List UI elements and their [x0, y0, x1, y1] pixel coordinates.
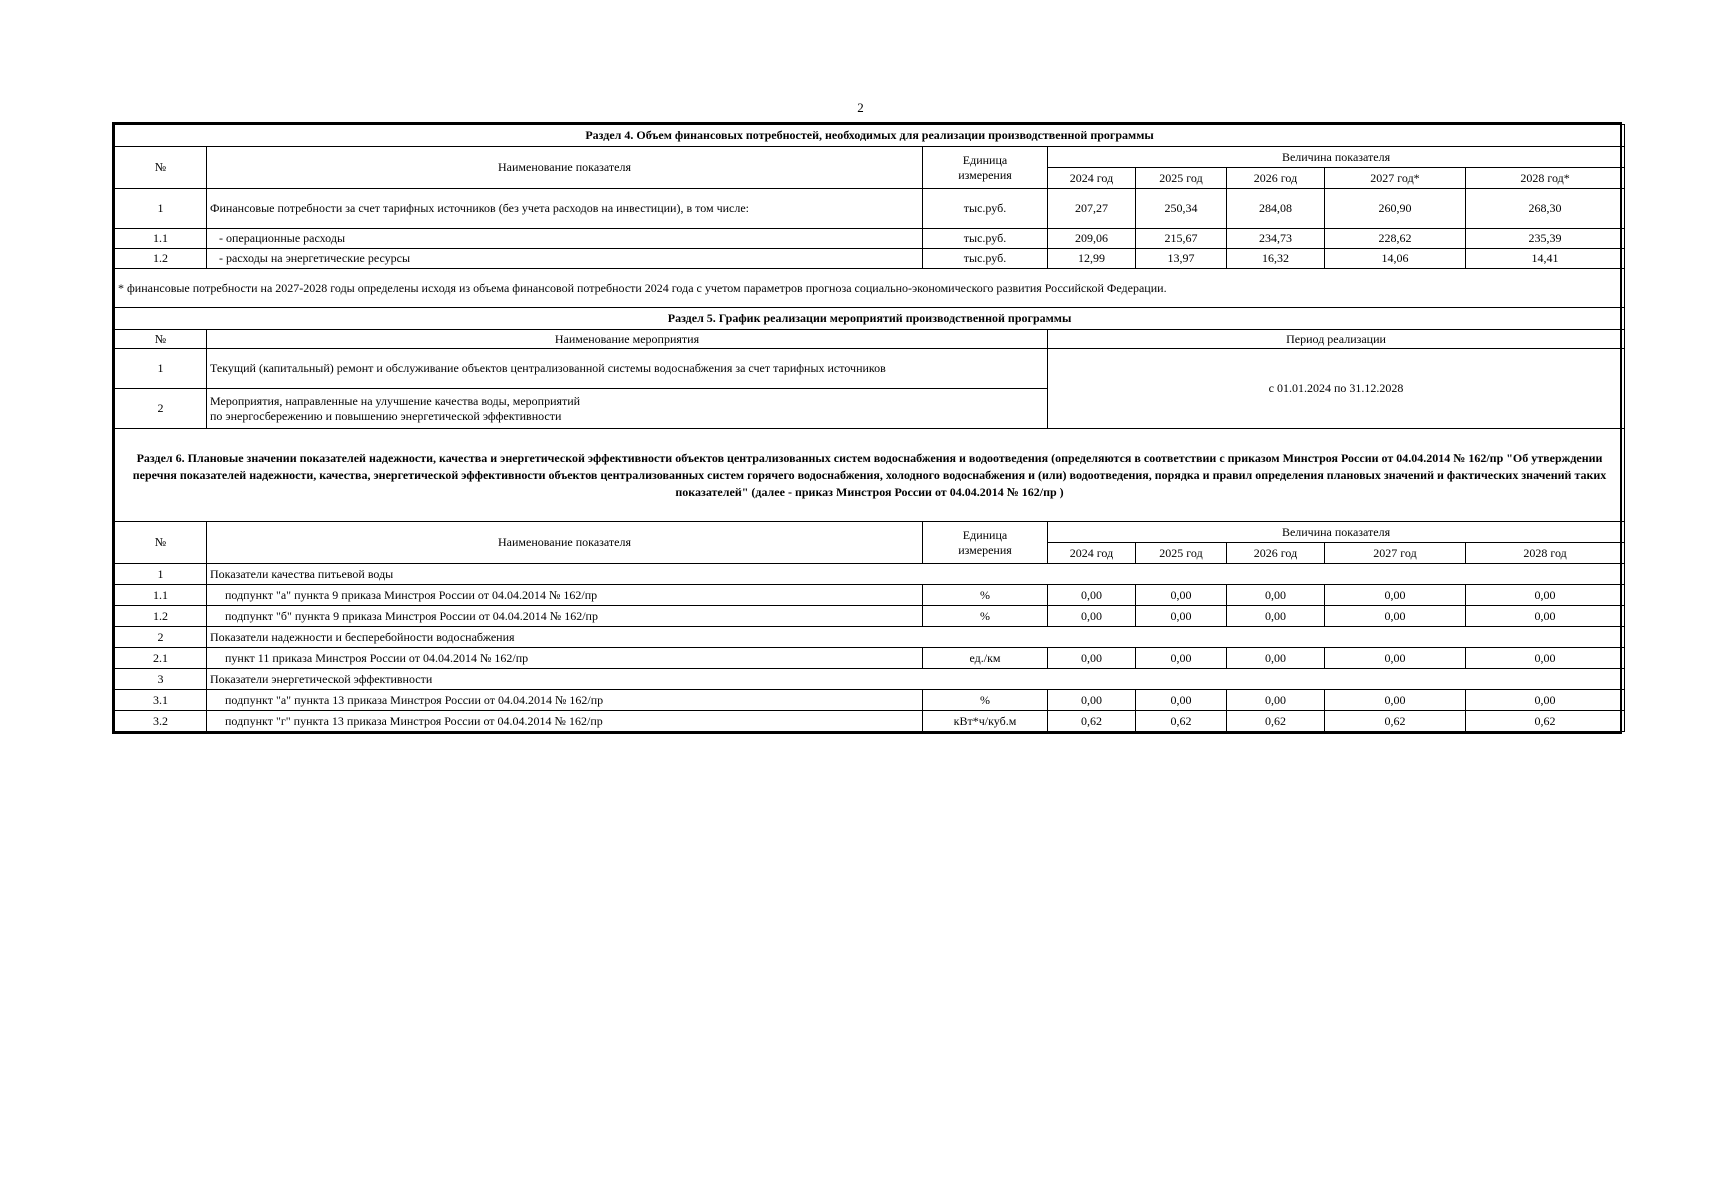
section6-col-value: Величина показателя	[1048, 522, 1625, 543]
row-value: 0,00	[1227, 690, 1325, 711]
section5-col-period: Период реализации	[1048, 330, 1625, 349]
section4-col-value: Величина показателя	[1048, 147, 1625, 168]
row-unit: ед./км	[923, 648, 1048, 669]
row-no: 2	[115, 627, 207, 648]
row-group-name: Показатели качества питьевой воды	[207, 564, 1625, 585]
section4-header-row-1	[115, 147, 1625, 168]
row-name-line2: по энергосбережению и повышению энергетической эффективности	[210, 408, 562, 423]
section5-period: с 01.01.2024 по 31.12.2028	[1048, 349, 1625, 429]
row-name: подпункт "б" пункта 9 приказа Минстроя России от 04.04.2014 № 162/пр	[207, 606, 923, 627]
row-value: 0,00	[1048, 606, 1136, 627]
row-value: 16,32	[1227, 249, 1325, 269]
row-value: 0,00	[1325, 585, 1466, 606]
table-row-group	[115, 627, 1625, 648]
section6-year: 2026 год	[1227, 543, 1325, 564]
row-name: Текущий (капитальный) ремонт и обслуживание объектов централизованной системы водоснабжения за счет тарифных источников	[207, 349, 1048, 389]
section4-year: 2028 год*	[1466, 168, 1625, 189]
table-row	[115, 189, 1625, 229]
row-value: 14,41	[1466, 249, 1625, 269]
section6-col-name: Наименование показателя	[207, 522, 923, 564]
section4-col-unit-line1: Единица	[962, 152, 1008, 167]
row-unit: тыс.руб.	[923, 229, 1048, 249]
row-name	[207, 389, 1048, 429]
row-group-name: Показатели надежности и бесперебойности водоснабжения	[207, 627, 1625, 648]
section5-col-no: №	[115, 330, 207, 349]
row-value: 235,39	[1466, 229, 1625, 249]
section4-year: 2025 год	[1136, 168, 1227, 189]
main-table	[114, 124, 1625, 732]
row-name: Финансовые потребности за счет тарифных источников (без учета расходов на инвестиции), в том числе:	[207, 189, 923, 229]
row-value: 284,08	[1227, 189, 1325, 229]
section6-header-row-1	[115, 522, 1625, 543]
table-row	[115, 229, 1625, 249]
table-row	[115, 606, 1625, 627]
row-group-name: Показатели энергетической эффективности	[207, 669, 1625, 690]
section6-col-no: №	[115, 522, 207, 564]
row-value: 0,00	[1136, 648, 1227, 669]
row-value: 13,97	[1136, 249, 1227, 269]
row-no: 1.2	[115, 606, 207, 627]
row-value: 14,06	[1325, 249, 1466, 269]
row-unit: кВт*ч/куб.м	[923, 711, 1048, 732]
section6-year: 2025 год	[1136, 543, 1227, 564]
row-value: 0,00	[1325, 648, 1466, 669]
row-name: пункт 11 приказа Минстроя России от 04.04.2014 № 162/пр	[207, 648, 923, 669]
table-row	[115, 690, 1625, 711]
row-no: 3.2	[115, 711, 207, 732]
row-value: 12,99	[1048, 249, 1136, 269]
row-no: 2	[115, 389, 207, 429]
row-value: 0,00	[1136, 690, 1227, 711]
row-no: 1	[115, 564, 207, 585]
row-no: 3	[115, 669, 207, 690]
section4-col-name: Наименование показателя	[207, 147, 923, 189]
section5-col-name: Наименование мероприятия	[207, 330, 1048, 349]
page-number: 2	[857, 100, 864, 115]
section4-title: Раздел 4. Объем финансовых потребностей, необходимых для реализации производственной программы	[115, 125, 1625, 147]
row-name: - расходы на энергетические ресурсы	[207, 249, 923, 269]
section6-col-unit	[923, 522, 1048, 564]
section6-col-unit-line1: Единица	[962, 527, 1008, 542]
row-value: 0,62	[1227, 711, 1325, 732]
row-unit: %	[923, 585, 1048, 606]
row-value: 0,00	[1048, 648, 1136, 669]
row-no: 1	[115, 349, 207, 389]
row-no: 1.1	[115, 585, 207, 606]
table-row	[115, 648, 1625, 669]
row-no: 1.1	[115, 229, 207, 249]
row-unit: тыс.руб.	[923, 189, 1048, 229]
section5-title-row	[115, 308, 1625, 330]
section6-year: 2028 год	[1466, 543, 1625, 564]
section4-col-unit-line2: измерения	[958, 167, 1012, 182]
section4-year: 2024 год	[1048, 168, 1136, 189]
row-value: 207,27	[1048, 189, 1136, 229]
row-name: подпункт "а" пункта 13 приказа Минстроя России от 04.04.2014 № 162/пр	[207, 690, 923, 711]
row-value: 0,00	[1466, 648, 1625, 669]
row-value: 0,00	[1227, 606, 1325, 627]
row-unit: %	[923, 690, 1048, 711]
row-value: 0,00	[1048, 585, 1136, 606]
row-value: 250,34	[1136, 189, 1227, 229]
row-value: 0,62	[1136, 711, 1227, 732]
row-value: 215,67	[1136, 229, 1227, 249]
row-no: 1	[115, 189, 207, 229]
table-row-group	[115, 669, 1625, 690]
row-value: 0,00	[1048, 690, 1136, 711]
section5-title: Раздел 5. График реализации мероприятий производственной программы	[115, 308, 1625, 330]
section6-col-unit-line2: измерения	[958, 542, 1012, 557]
row-value: 0,00	[1466, 690, 1625, 711]
row-value: 0,00	[1227, 648, 1325, 669]
row-value: 0,62	[1048, 711, 1136, 732]
row-value: 0,62	[1325, 711, 1466, 732]
section6-year: 2024 год	[1048, 543, 1136, 564]
section4-title-row	[115, 125, 1625, 147]
table-row	[115, 711, 1625, 732]
table-row-group	[115, 564, 1625, 585]
row-name: - операционные расходы	[207, 229, 923, 249]
row-value: 0,00	[1325, 606, 1466, 627]
row-value: 0,00	[1466, 606, 1625, 627]
table-row	[115, 249, 1625, 269]
row-name: подпункт "а" пункта 9 приказа Минстроя России от 04.04.2014 № 162/пр	[207, 585, 923, 606]
row-value: 0,00	[1136, 585, 1227, 606]
row-no: 3.1	[115, 690, 207, 711]
section4-year: 2026 год	[1227, 168, 1325, 189]
row-no: 1.2	[115, 249, 207, 269]
row-value: 260,90	[1325, 189, 1466, 229]
row-value: 234,73	[1227, 229, 1325, 249]
row-unit: %	[923, 606, 1048, 627]
section6-title: Раздел 6. Плановые значении показателей надежности, качества и энергетической эффективности объектов централизованных систем водоснабжения и водоотведения (определяются в соответствии с приказом Минстроя России от 04.04.2014 № 162/пр "Об утверждении перечня показателей надежности, качества, энергетической эффективности объектов централизованных систем горячего водоснабжения, холодного водоснабжения и (или) водоотведения, порядка и правил определения плановых значений и фактических значений таких показателей" (далее - приказ Минстроя России от 04.04.2014 № 162/пр )	[115, 429, 1625, 522]
row-value: 0,00	[1466, 585, 1625, 606]
section5-header-row	[115, 330, 1625, 349]
row-value: 228,62	[1325, 229, 1466, 249]
section6-title-row	[115, 429, 1625, 522]
row-value: 0,00	[1227, 585, 1325, 606]
row-no: 2.1	[115, 648, 207, 669]
table-row	[115, 349, 1625, 389]
row-value: 0,62	[1466, 711, 1625, 732]
section4-col-no: №	[115, 147, 207, 189]
row-name: подпункт "г" пункта 13 приказа Минстроя России от 04.04.2014 № 162/пр	[207, 711, 923, 732]
row-value: 268,30	[1466, 189, 1625, 229]
row-name-line1: Мероприятия, направленные на улучшение качества воды, мероприятий	[210, 393, 581, 408]
row-value: 0,00	[1136, 606, 1227, 627]
section6-year: 2027 год	[1325, 543, 1466, 564]
table-row	[115, 585, 1625, 606]
row-value: 209,06	[1048, 229, 1136, 249]
section4-col-unit	[923, 147, 1048, 189]
row-unit: тыс.руб.	[923, 249, 1048, 269]
row-value: 0,00	[1325, 690, 1466, 711]
document-sheet	[112, 122, 1622, 734]
section4-footnote: * финансовые потребности на 2027-2028 годы определены исходя из объема финансовой потребности 2024 года с учетом параметров прогноза социально-экономического развития Российской Федерации.	[115, 269, 1625, 308]
section4-note-row	[115, 269, 1625, 308]
section4-year: 2027 год*	[1325, 168, 1466, 189]
